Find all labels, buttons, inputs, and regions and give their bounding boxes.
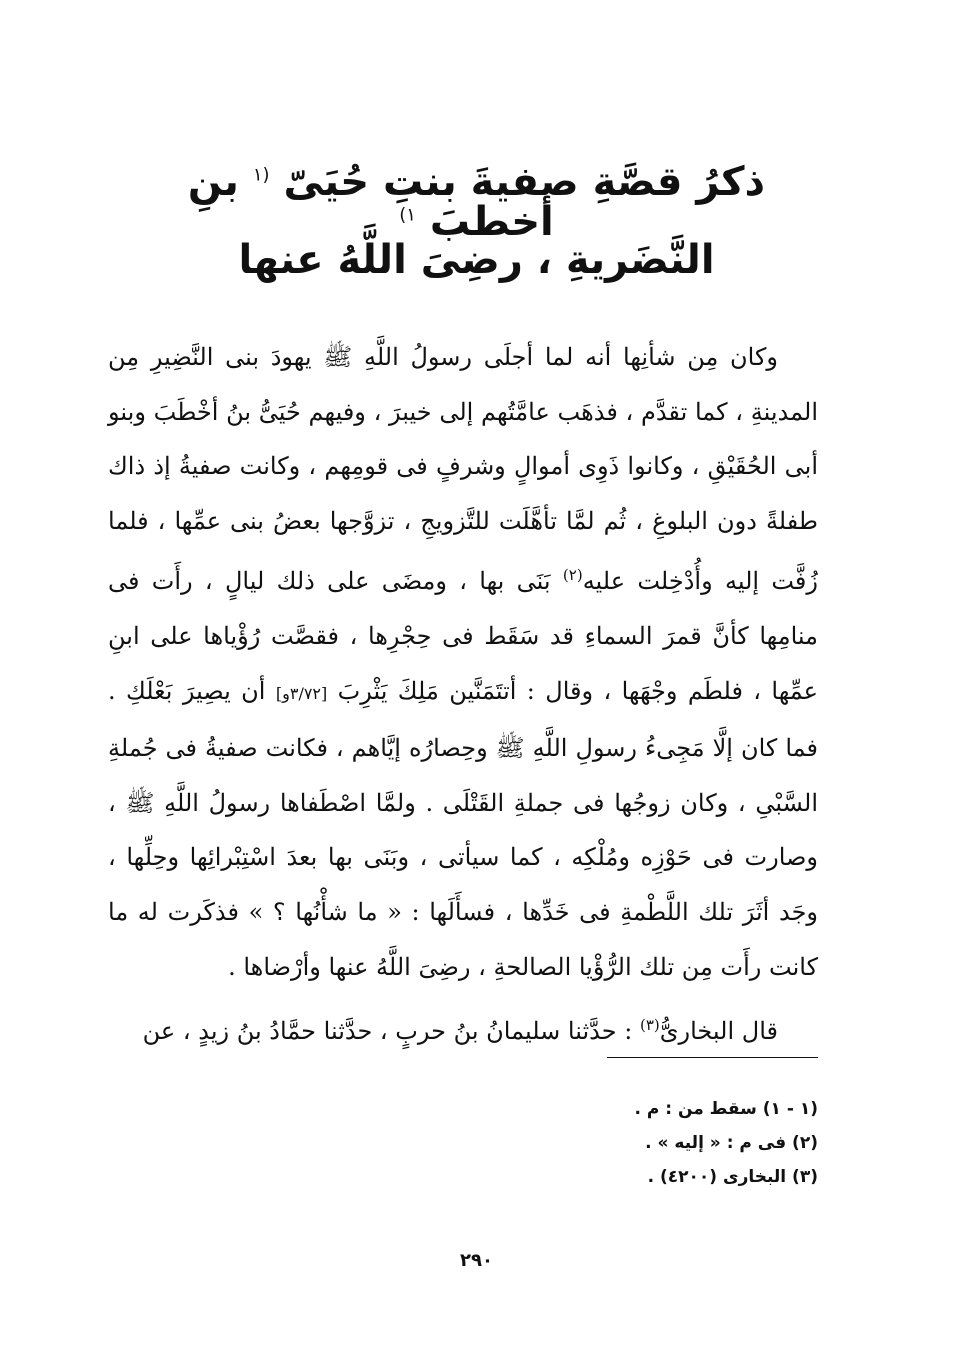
paragraph-1-part-1: وكان مِن شأنِها أنه لما أجلَى رسولُ اللَّهِ ﷺ يهودَ بنى النَّضِيرِ مِن المدينةِ ، كما تقدَّم ، فذهَب عامَّتُهم إلى خيبرَ ، وفيهم حُيَىُّ بنُ أخْطَبَ وبنو أبى الحُقَيْقِ ، وكانوا ذَوِى أموالٍ وشرفٍ فى قومِهم ، وكانت صفيةُ إذ ذاك طفلةً دون البلوغِ ، ثُم لمَّا تأهَّلَت للتَّزويجِ ، تزوَّجها بعضُ بنى عمِّها ، فلما زُفَّت إليه وأُدْخِلت عليه — [108, 343, 818, 596]
paragraph-2 — [108, 998, 818, 1059]
paragraph-1-part-3: أن يصِيرَ بَعْلَكِ . فما كان إلَّا مَجِىءُ رسولِ اللَّهِ ﷺ وحِصارُه إيَّاهم ، فكانت صفيةُ فى جُملةِ السَّبْىِ ، وكان زوجُها فى جملةِ القَتْلَى . ولمَّا اصْطَفاها رسولُ اللَّهِ ﷺ ، وصارت فى حَوْزِه ومُلْكِه ، كما سيأتى ، وبَنَى بها بعدَ اسْتِبْرائِها وحِلِّها ، وجَد أثَرَ تلك اللَّطْمةِ فى خَدِّها ، فسأَلَها : « ما شأْنُها ؟ » فذكَرت له ما كانت رأَت مِن تلك الرُّؤْيا الصالحةِ ، رضِىَ اللَّهُ عنها وأرْضاها . — [108, 676, 818, 981]
title-text-part2: بنِ أخطبَ — [187, 159, 554, 245]
footnote-1: (١ - ١) سقط من : م . — [634, 1099, 818, 1119]
footnote-ref-3: (٣) — [639, 1016, 660, 1035]
paragraph-2-part-1: قال البخارىُّ — [659, 1017, 778, 1046]
footnote-3: (٣) البخارى (٤٢٠٠) . — [647, 1167, 818, 1187]
footnote-separator — [607, 1057, 818, 1058]
title-text-part1: ذكرُ قصَّةِ صفيةَ بنتِ حُيَىّ — [283, 159, 766, 205]
main-text — [108, 330, 818, 1059]
paragraph-1 — [108, 330, 818, 994]
title-footnote-marker-close: ١) — [399, 204, 416, 226]
chapter-title-line-2: النَّضَريةِ ، رضِىَ اللَّهُ عنها — [238, 237, 715, 283]
footnote-ref-2: (٢) — [562, 566, 583, 585]
page-number: ٢٩٠ — [460, 1250, 493, 1271]
footnotes — [400, 1092, 818, 1194]
title-footnote-marker-open: (١ — [252, 164, 270, 186]
footnote-2: (٢) فى م : « إليه » . — [645, 1133, 818, 1153]
chapter-title-line-1 — [120, 159, 833, 245]
paragraph-1-part-2: بَنَى بها ، ومضَى على ذلك ليالٍ ، رأَت فى منامِها كأنَّ قمرَ السماءِ قد سَقَط فى حِجْرِها ، فقصَّت رُؤْياها على ابنِ عمِّها ، فلطَم وجْهَها ، وقال : أتتَمَنَّين مَلِكَ يَثْرِبَ — [108, 567, 818, 705]
paragraph-2-part-2: : حدَّثنا سليمانُ بنُ حربٍ ، حدَّثنا حمَّادُ بنُ زيدٍ ، عن — [142, 1017, 633, 1046]
manuscript-reference: [٣/٧٢و] — [275, 683, 328, 703]
